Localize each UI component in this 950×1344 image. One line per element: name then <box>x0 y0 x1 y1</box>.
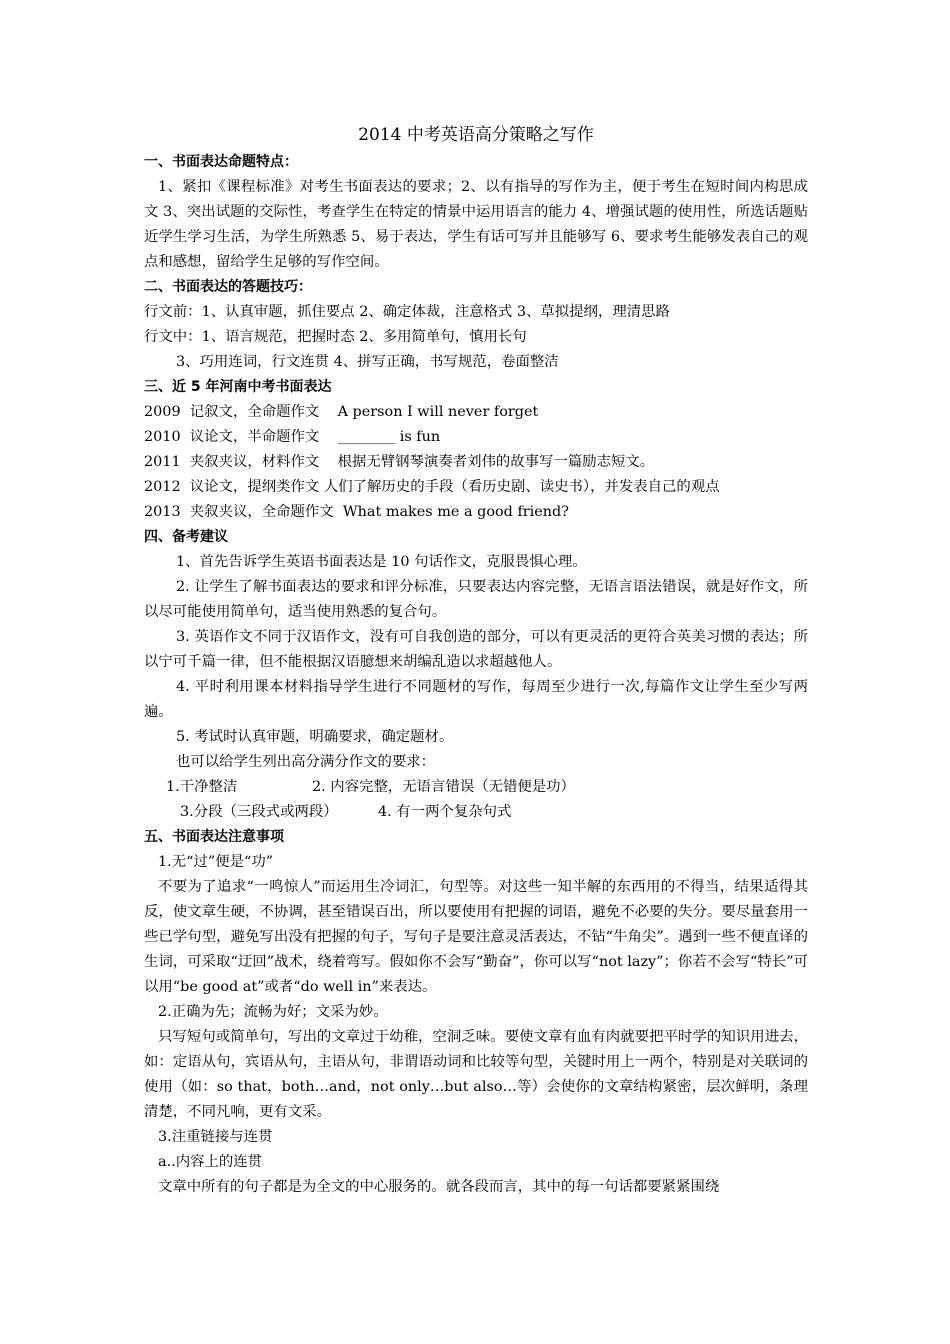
note-paragraph: 文章中所有的句子都是为全文的中心服务的。就各段而言，其中的每一句话都要紧紧围绕 <box>158 1179 720 1195</box>
requirement-item: 3.分段（三段式或两段） <box>180 804 338 820</box>
advice-item: 5. 考试时认真审题，明确要求，确定题材。 <box>176 729 454 745</box>
section-heading-4: 四、备考建议 <box>144 529 228 545</box>
advice-item: 也可以给学生列出高分满分作文的要求： <box>176 754 436 770</box>
section-1-body: 1、紧扣《课程标准》对考生书面表达的要求；2、以有指导的写作为主，便于考生在短时间内构思成文 3、突出试题的交际性，考查学生在特定的情景中运用语言的能力 4、增强试题的使用性，所选话题贴近学生学习生活，为学生所熟悉 5、易于表达，学生有话可写并且能够写 6、要求考生能够发表自己的观点和感想，留给学生足够的写作空间。 <box>144 179 808 270</box>
tips-line-3: 3、巧用连词，行文连贯 4、拼写正确，书写规范，卷面整洁 <box>176 354 559 370</box>
requirement-item: 1.干净整洁 <box>166 779 238 795</box>
exam-row: 2012 议论文，提纲类作文 人们了解历史的手段（看历史剧、读史书），并发表自己的观点 <box>144 479 720 495</box>
note-subheading: 3.注重链接与连贯 <box>158 1129 273 1145</box>
requirement-row <box>144 800 808 825</box>
note-subheading: 2.正确为先；流畅为好；文采为妙。 <box>158 1004 388 1020</box>
note-paragraph: 只写短句或简单句，写出的文章过于幼稚，空洞乏味。要使文章有血有肉就要把平时学的知识用进去，如：定语从句，宾语从句，主语从句，非谓语动词和比较等句型，关键时用上一两个，特别是对关联词的使用（如：so that，both…and，not only…but also…等）会使你的文章结构紧密，层次鲜明，条理清楚，不同凡响，更有文采。 <box>144 1029 808 1120</box>
advice-item: 4. 平时利用课本材料指导学生进行不同题材的写作，每周至少进行一次,每篇作文让学生至少写两遍。 <box>144 679 808 720</box>
advice-item: 3. 英语作文不同于汉语作文，没有可自我创造的部分，可以有更灵活的更符合英美习惯的表达；所以宁可千篇一律，但不能根据汉语臆想来胡编乱造以求超越他人。 <box>144 629 808 670</box>
document-title: 2014 中考英语高分策略之写作 <box>358 125 594 145</box>
requirement-row <box>144 775 808 800</box>
exam-row: 2010 议论文，半命题作文 ________ is fun <box>144 429 441 445</box>
tips-line-1: 行文前：1、认真审题，抓住要点 2、确定体裁，注意格式 3、草拟提纲，理清思路 <box>144 304 670 320</box>
exam-row: 2013 夹叙夹议，全命题作文 What makes me a good friend? <box>144 504 569 520</box>
exam-row: 2009 记叙文，全命题作文 A person I will never forget <box>144 404 539 420</box>
section-heading-3: 三、近 5 年河南中考书面表达 <box>144 379 332 395</box>
advice-item: 2. 让学生了解书面表达的要求和评分标准，只要表达内容完整，无语言语法错误，就是好作文，所以尽可能使用简单句，适当使用熟悉的复合句。 <box>144 579 808 620</box>
section-heading-5: 五、书面表达注意事项 <box>144 829 284 845</box>
section-heading-1: 一、书面表达命题特点： <box>144 154 298 170</box>
tips-line-2: 行文中：1、语言规范，把握时态 2、多用简单句，慎用长句 <box>144 329 527 345</box>
note-subheading: 1.无“过”便是“功” <box>158 854 274 870</box>
requirement-item: 2. 内容完整，无语言错误（无错便是功） <box>312 779 575 795</box>
exam-row: 2011 夹叙夹议，材料作文 根据无臂钢琴演奏者刘伟的故事写一篇励志短文。 <box>144 454 655 470</box>
note-paragraph: 不要为了追求“一鸣惊人”而运用生冷词汇，句型等。对这些一知半解的东西用的不得当，结果适得其反，使文章生硬，不协调，甚至错误百出，所以要使用有把握的词语，避免不必要的失分。要尽量套用一些已学句型，避免写出没有把握的句子，写句子是要注意灵活表达，不钻“牛角尖”。遇到一些不便直译的生词，可采取“迂回”战术，绕着弯写。假如你不会写“勤奋”，你可以写“not lazy”；你若不会写“特长”可以用“be good at”或者“do well in”来表达。 <box>144 879 808 995</box>
note-subheading: a..内容上的连贯 <box>158 1154 263 1170</box>
section-heading-2: 二、书面表达的答题技巧： <box>144 279 312 295</box>
advice-item: 1、首先告诉学生英语书面表达是 10 句话作文，克服畏惧心理。 <box>176 554 587 570</box>
requirement-item: 4. 有一两个复杂句式 <box>378 804 512 820</box>
